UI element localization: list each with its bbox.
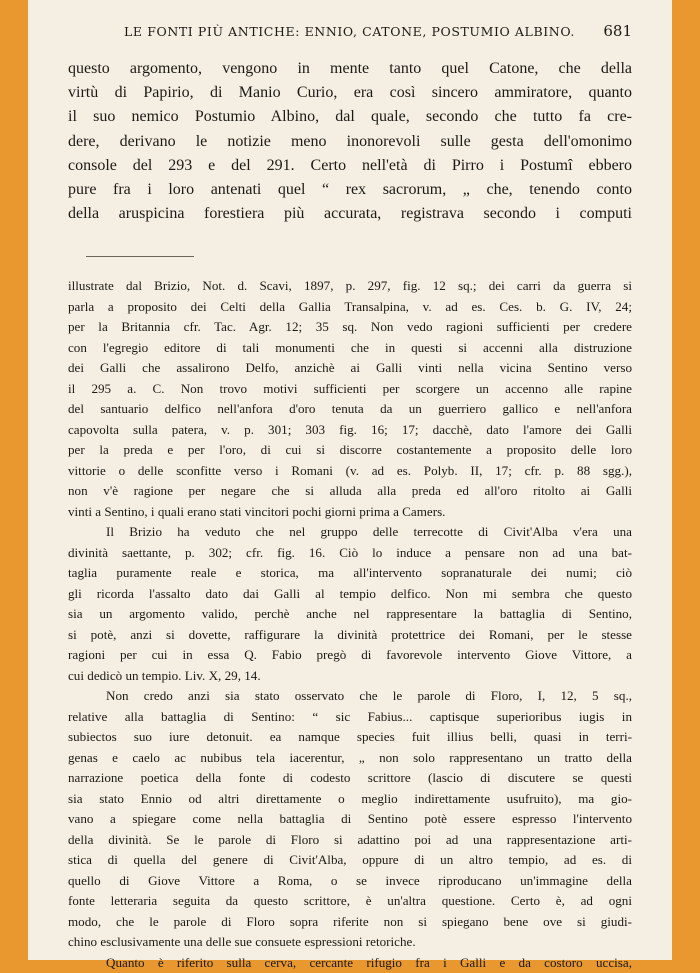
footnote-separator <box>86 256 194 257</box>
footnote-line: Il Brizio ha veduto che nel gruppo delle terrecotte di Civit'Alba v'era una <box>68 522 632 543</box>
footnote-line: vittorie o delle sconfitte verso i Romani (v. ad es. Polyb. II, 17; cfr. p. 88 sgg.), <box>68 461 632 482</box>
book-page <box>28 0 672 960</box>
footnote-line: della divinità. Se le parole di Floro si adattino poi ad una rappresentazione arti- <box>68 830 632 851</box>
main-text-line: dere, derivano le notizie meno inonorevoli sulle gesta dell'omonimo <box>68 130 632 154</box>
main-text-line: pure fra i loro antenati quel “ rex sacrorum, „ che, tenendo conto <box>68 178 632 202</box>
footnote-line: subiectos suo iure detonuit. ea namque species fuit illius belli, quasi in terri- <box>68 727 632 748</box>
footnote-line: per la preda e per l'oro, di cui si discorre costantemente a proposito delle loro <box>68 440 632 461</box>
footnote-line: parla a proposito dei Celti della Gallia Transalpina, v. ad es. Ces. b. G. IV, 24; <box>68 297 632 318</box>
running-header <box>68 22 632 42</box>
footnote-line: gli ricorda l'assalto dato dai Galli al tempio delfico. Non mi sembra che questo <box>68 584 632 605</box>
footnote-line: illustrate dal Brizio, Not. d. Scavi, 1897, p. 297, fig. 12 sq.; dei carri da guerra si <box>68 276 632 297</box>
main-text-line: virtù di Papirio, di Manio Curio, era così sincero ammiratore, quanto <box>68 81 632 105</box>
running-title: LE FONTI PIÙ ANTICHE: ENNIO, CATONE, POSTUMIO ALBINO. <box>124 24 575 39</box>
main-text-line: questo argomento, vengono in mente tanto quel Catone, che della <box>68 57 632 81</box>
footnote-line: narrazione poetica della fonte di codesto scrittore (lascio di discutere se questi <box>68 768 632 789</box>
footnotes <box>68 276 632 973</box>
footnote-line: con l'egregio editore di tali monumenti che in questi si accenni alla distruzione <box>68 338 632 359</box>
footnote-line: stica di quella del genere di Civit'Alba, oppure di un altro tempio, ad es. di <box>68 850 632 871</box>
footnote-line: il 295 a. C. Non trovo motivi sufficienti per scorgere un accenno alle rapine <box>68 379 632 400</box>
footnote-line: modo, che le parole di Floro sopra riferite non si spiegano bene ove si giudi- <box>68 912 632 933</box>
footnote-line: divinità saettante, p. 302; cfr. fig. 16. Ciò lo induce a pensare non ad una bat- <box>68 543 632 564</box>
footnote-line: si potè, anzi si dovette, raffigurare la divinità protettrice dei Romani, per le stesse <box>68 625 632 646</box>
footnote-line: cui dedicò un tempio. Liv. X, 29, 14. <box>68 666 632 687</box>
footnote-line: sia un argomento valido, perchè anche nel rappresentare la battaglia di Sentino, <box>68 604 632 625</box>
page-number: 681 <box>603 22 632 40</box>
main-text-line: della aruspicina forestiera più accurata, registrava secondo i computi <box>68 202 632 226</box>
footnote-line: per la Britannia cfr. Tac. Agr. 12; 35 sq. Non vedo ragioni sufficienti per credere <box>68 317 632 338</box>
footnote-line: vinti a Sentino, i quali erano stati vincitori pochi giorni prima a Camers. <box>68 502 632 523</box>
footnote-line: dei Galli che assalirono Delfo, anzichè ai Galli vinti nella vicina Sentino verso <box>68 358 632 379</box>
footnote-line: Quanto è riferito sulla cerva, cercante rifugio fra i Galli e da costoro uccisa, <box>68 953 632 973</box>
footnote-line: vano a spiegare come nella battaglia di Sentino potè essere espresso l'intervento <box>68 809 632 830</box>
footnote-line: relative alla battaglia di Sentino: “ sic Fabius... captisque superioribus iugis in <box>68 707 632 728</box>
footnote-line: del santuario delfico nell'anfora d'oro tenuta da un guerriero gallico e nell'anfora <box>68 399 632 420</box>
footnote-line: taglia puramente reale e storica, ma all'intervento sopranaturale dei numi; ciò <box>68 563 632 584</box>
main-text-line: console del 293 e del 291. Certo nell'età di Pirro i Postumî ebbero <box>68 154 632 178</box>
footnote-line: fonte letteraria seguita da questo scrittore, è un'altra questione. Certo è, ad ogni <box>68 891 632 912</box>
main-text <box>68 57 632 226</box>
footnote-line: Non credo anzi sia stato osservato che le parole di Floro, I, 12, 5 sq., <box>68 686 632 707</box>
main-text-line: il suo nemico Postumio Albino, dal quale, secondo che tutto fa cre- <box>68 105 632 129</box>
footnote-line: ragioni per cui in essa Q. Fabio pregò di favorevole intervento Giove Vittore, a <box>68 645 632 666</box>
footnote-line: non v'è ragione per negare che si alluda alla preda ed all'oro ritolto ai Galli <box>68 481 632 502</box>
footnote-line: chino esclusivamente una delle sue consuete espressioni retoriche. <box>68 932 632 953</box>
footnote-line: capovolta sulla patera, v. p. 301; 303 fig. 16; 17; dacchè, dato l'amore dei Galli <box>68 420 632 441</box>
footnote-line: sia stato Ennio od altri direttamente o meglio indirettamente usufruito), ma gio- <box>68 789 632 810</box>
footnote-line: quello di Giove Vittore a Roma, o se invece riproducano un'immagine della <box>68 871 632 892</box>
footnote-line: genas e caelo ac nubibus tela iacerentur, „ non solo rappresentano un tratto della <box>68 748 632 769</box>
